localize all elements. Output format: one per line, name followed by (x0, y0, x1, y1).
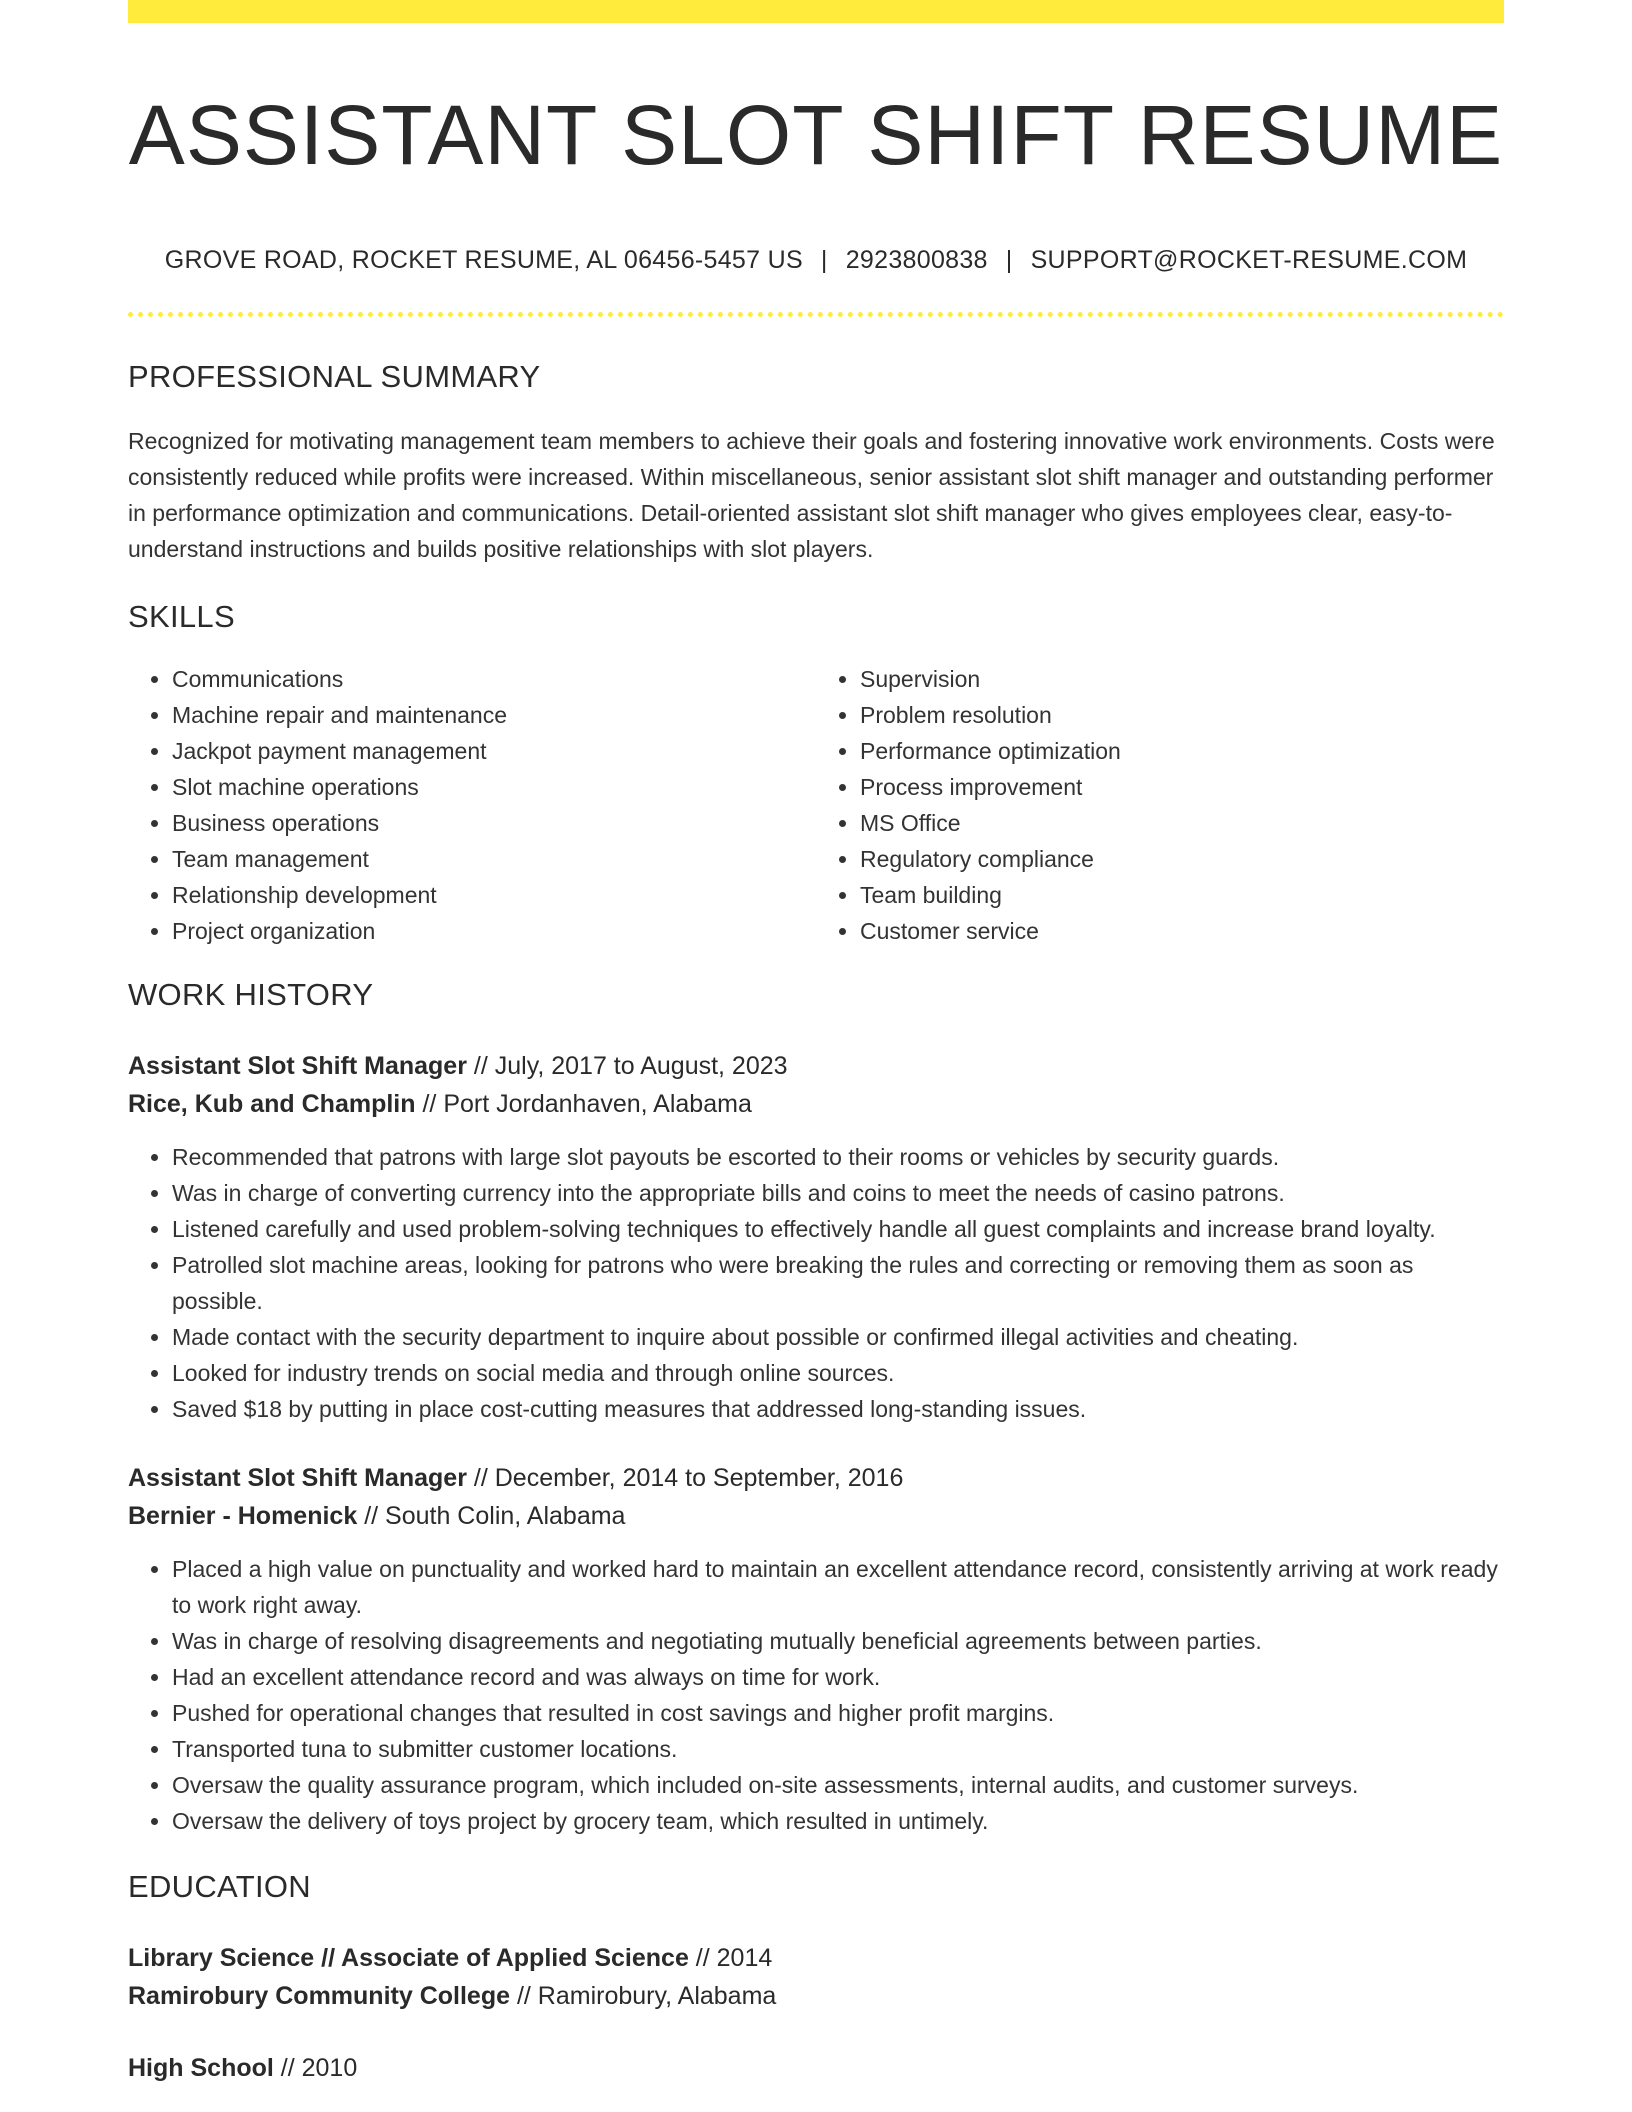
education-degree: High School (128, 2054, 274, 2082)
skill-item: • Project organization (172, 913, 816, 949)
education-year: // 2010 (273, 2054, 358, 2082)
accent-bar (128, 0, 1504, 23)
job-bullet: • Saved $18 by putting in place cost-cutting measures that addressed long-standing issues. (172, 1391, 1504, 1427)
job-entry (128, 1047, 1504, 1427)
skill-item: • Regulatory compliance (860, 841, 1504, 877)
contact-email: SUPPORT@ROCKET-RESUME.COM (1030, 246, 1468, 274)
education-degree-line (128, 2049, 1504, 2087)
job-dates: // December, 2014 to September, 2016 (466, 1464, 904, 1492)
skill-item: • Machine repair and maintenance (172, 697, 816, 733)
education-location: // Ramirobury, Alabama (510, 1982, 777, 2010)
education-entry (128, 1939, 1504, 2015)
job-bullet: • Placed a high value on punctuality and worked hard to maintain an excellent attendance record, consistently arriving at work ready to work right away. (172, 1551, 1504, 1623)
job-company: Rice, Kub and Champlin (128, 1090, 416, 1118)
contact-line (128, 243, 1504, 277)
dotted-divider (128, 312, 1504, 317)
job-location: // Port Jordanhaven, Alabama (415, 1090, 752, 1118)
job-entry (128, 1459, 1504, 1839)
education-heading: EDUCATION (128, 1869, 311, 1904)
skill-item: • Business operations (172, 805, 816, 841)
education-school: Ramirobury Community College (128, 1982, 510, 2010)
skill-item: • Supervision (860, 661, 1504, 697)
education-section (128, 1869, 1504, 2087)
education-degree: Library Science // Associate of Applied Science (128, 1944, 689, 1972)
job-bullet: • Had an excellent attendance record and was always on time for work. (172, 1659, 1504, 1695)
skills-columns (128, 661, 1504, 949)
skills-heading: SKILLS (128, 599, 235, 634)
work-history-section (128, 977, 1504, 1839)
contact-separator: | (1005, 246, 1013, 274)
contact-separator: | (820, 246, 828, 274)
job-company-line (128, 1497, 1504, 1535)
work-history-heading: WORK HISTORY (128, 977, 374, 1012)
skill-item: • Jackpot payment management (172, 733, 816, 769)
skill-item: • Slot machine operations (172, 769, 816, 805)
contact-address: GROVE ROAD, ROCKET RESUME, AL 06456-5457 US (164, 246, 803, 274)
resume-title: ASSISTANT SLOT SHIFT RESUME (128, 88, 1504, 182)
job-location: // South Colin, Alabama (357, 1502, 626, 1530)
job-bullet: • Oversaw the quality assurance program, which included on-site assessments, internal audits, and customer surveys. (172, 1767, 1504, 1803)
skill-item: • Customer service (860, 913, 1504, 949)
skill-item: • Team building (860, 877, 1504, 913)
resume-page (128, 0, 1504, 2087)
education-school-line (128, 1977, 1504, 2015)
skill-item: • MS Office (860, 805, 1504, 841)
skill-item: • Team management (172, 841, 816, 877)
summary-section (128, 359, 1504, 567)
job-bullets (128, 1551, 1504, 1839)
education-year: // 2014 (688, 1944, 773, 1972)
job-title-line (128, 1047, 1504, 1085)
job-title: Assistant Slot Shift Manager (128, 1464, 467, 1492)
summary-heading: PROFESSIONAL SUMMARY (128, 359, 541, 394)
job-bullet: • Listened carefully and used problem-solving techniques to effectively handle all guest complaints and increase brand loyalty. (172, 1211, 1504, 1247)
job-company: Bernier - Homenick (128, 1502, 358, 1530)
job-bullet: • Oversaw the delivery of toys project by grocery team, which resulted in untimely. (172, 1803, 1504, 1839)
skills-left-list (128, 661, 816, 949)
skill-item: • Performance optimization (860, 733, 1504, 769)
job-title: Assistant Slot Shift Manager (128, 1052, 467, 1080)
skills-right-list (816, 661, 1504, 949)
skill-item: • Process improvement (860, 769, 1504, 805)
job-bullets (128, 1139, 1504, 1427)
skill-item: • Relationship development (172, 877, 816, 913)
education-degree-line (128, 1939, 1504, 1977)
job-bullet: • Transported tuna to submitter customer locations. (172, 1731, 1504, 1767)
job-bullet: • Pushed for operational changes that resulted in cost savings and higher profit margins. (172, 1695, 1504, 1731)
job-title-line (128, 1459, 1504, 1497)
job-dates: // July, 2017 to August, 2023 (466, 1052, 788, 1080)
contact-phone: 2923800838 (845, 246, 988, 274)
skill-item: • Communications (172, 661, 816, 697)
job-bullet: • Made contact with the security department to inquire about possible or confirmed illegal activities and cheating. (172, 1319, 1504, 1355)
job-bullet: • Was in charge of converting currency into the appropriate bills and coins to meet the needs of casino patrons. (172, 1175, 1504, 1211)
job-company-line (128, 1085, 1504, 1123)
skill-item: • Problem resolution (860, 697, 1504, 733)
job-bullet: • Looked for industry trends on social media and through online sources. (172, 1355, 1504, 1391)
summary-text: Recognized for motivating management team members to achieve their goals and fostering innovative work environments. Costs were consistently reduced while profits were increased. Within miscellaneous, senior assistant slot shift manager and outstanding performer in performance optimization and communications. Detail-oriented assistant slot shift manager who gives employees clear, easy-to-understand instructions and builds positive relationships with slot players. (128, 428, 1495, 562)
job-bullet: • Was in charge of resolving disagreements and negotiating mutually beneficial agreements between parties. (172, 1623, 1504, 1659)
job-bullet: • Patrolled slot machine areas, looking for patrons who were breaking the rules and correcting or removing them as soon as possible. (172, 1247, 1504, 1319)
job-bullet: • Recommended that patrons with large slot payouts be escorted to their rooms or vehicles by security guards. (172, 1139, 1504, 1175)
skills-section (128, 599, 1504, 949)
education-entry (128, 2049, 1504, 2087)
